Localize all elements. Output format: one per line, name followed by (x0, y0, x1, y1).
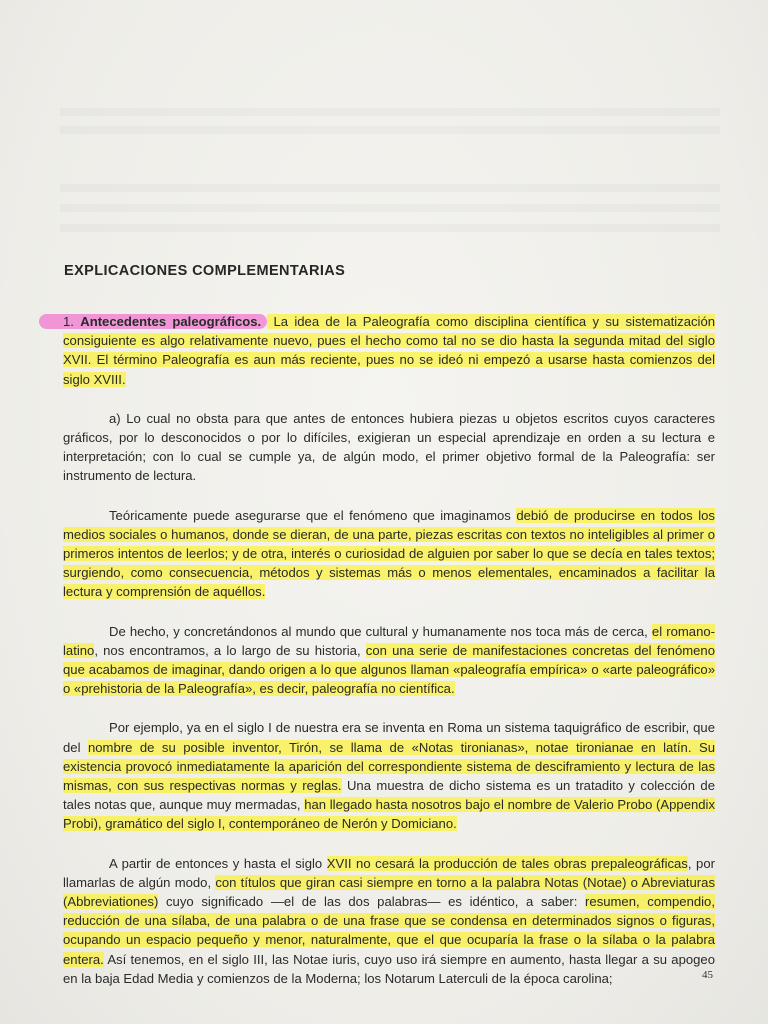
paragraph-text: Por ejemplo, ya en el siglo I de nuestra era se inventa en Roma un sistema taquigráfico de escribir, que del (63, 720, 715, 755)
highlighted-text: La idea de la Paleografía como disciplina científica y su sistematización consiguiente es algo relativamente nuevo, pues el hecho como tal no se dio hasta la segunda mitad del siglo XVII. El término Paleografía es aun más reciente, pues no se ideó ni empezó a usarse hasta comienzos del siglo XVIII. (63, 314, 716, 387)
highlighted-text: el romano-latino (63, 623, 715, 658)
highlighted-text: XVII no cesará la producción de tales obras prepaleográficas (326, 855, 688, 871)
paragraph-text: Una muestra de dicho sistema es un tratadito y colección de tales notas que, aunque muy mermadas, (63, 778, 715, 813)
paragraph-text: , por llamarlas de algún modo, (63, 855, 715, 890)
paragraph-a-partir (63, 854, 715, 988)
highlighted-text: han llegado hasta nosotros bajo el nombre de Valerio Probo (Appendix Probi), gramático del siglo I, contemporáneo de Nerón y Domiciano. (63, 797, 715, 832)
bleed-through-line (60, 224, 720, 232)
pink-highlight (39, 314, 267, 329)
paragraph-text: A partir de entonces y hasta el siglo (109, 855, 327, 871)
bleed-through-line (60, 184, 720, 192)
section-heading: EXPLICACIONES COMPLEMENTARIAS (64, 263, 346, 279)
paragraph-text: a) Lo cual no obsta para que antes de entonces hubiera piezas u objetos escritos cuyos caracteres gráficos, por lo desconocidos o por lo difíciles, exigieran un especial aprendizaje en orden a su lectura e interpretación; con lo cual se cumple ya, de algún modo, el primer objetivo formal de la Paleografía: ser instrumento de lectura. (63, 410, 715, 484)
paragraph-antecedentes (63, 312, 715, 389)
highlighted-text: resumen, compendio, reducción de una sílaba, de una palabra o de una frase que se condensa en determinados signos o figuras, ocupando un espacio pequeño y menor, naturalmente, que el que ocuparía la frase o la sílaba o la palabra entera. (63, 894, 715, 967)
section-number: 1. (63, 314, 74, 329)
highlighted-text: nombre de su posible inventor, Tirón, se llama de «Notas tironianas», notae tironianae en latín. Su existencia provocó inmediatamente la aparición del correspondiente sistema de desciframiento y lectura de las mismas, con sus respectivas normas y reglas. (63, 739, 715, 794)
paragraph-teoricamente (63, 506, 715, 602)
bleed-through-line (60, 204, 720, 212)
paragraph-por-ejemplo (63, 718, 715, 833)
paragraph-text: De hecho, y concretándonos al mundo que cultural y humanamente nos toca más de cerca, (109, 623, 652, 639)
bleed-through-line (60, 108, 720, 116)
body-text (63, 312, 715, 1008)
paragraph-text: , nos encontramos, a lo largo de su historia, (94, 642, 366, 658)
highlighted-text: con títulos que giran casi siempre en torno a la palabra Notas (Notae) o Abreviaturas (Abbreviationes) (63, 874, 715, 910)
paragraph-text: cuyo significado —el de las dos palabras— es idéntico, a saber: (158, 894, 586, 910)
paragraph-text: Así tenemos, en el siglo III, las Notae iuris, cuyo uso irá siempre en aumento, hasta llegar a su apogeo en la baja Edad Media y comienzos de la Moderna; los Notarum Laterculi de la época carolina; (63, 951, 715, 986)
paragraph-a (63, 409, 715, 486)
section-title: Antecedentes paleográficos. (80, 314, 262, 329)
paragraph-text: Teóricamente puede asegurarse que el fenómeno que imaginamos (109, 507, 517, 523)
highlighted-text: debió de producirse en todos los medios sociales o humanos, donde se dieran, de una parte, piezas escritas con textos no inteligibles al primer o primeros intentos de leerlos; y de otra, interés o curiosidad de alguien por saber lo que se decía en tales textos; surgiendo, como consecuencia, métodos y sistemas más o menos elementales, encaminados a facilitar la lectura y comprensión de aquéllos. (63, 507, 715, 600)
page-number: 45 (702, 969, 713, 981)
highlighted-text: con una serie de manifestaciones concretas del fenómeno que acabamos de imaginar, dando origen a lo que algunos llaman «paleografía empírica» o «arte paleográfico» o «prehistoria de la Paleografía», es decir, paleografía no científica. (63, 642, 715, 697)
paragraph-de-hecho (63, 622, 715, 699)
bleed-through-line (60, 126, 720, 134)
